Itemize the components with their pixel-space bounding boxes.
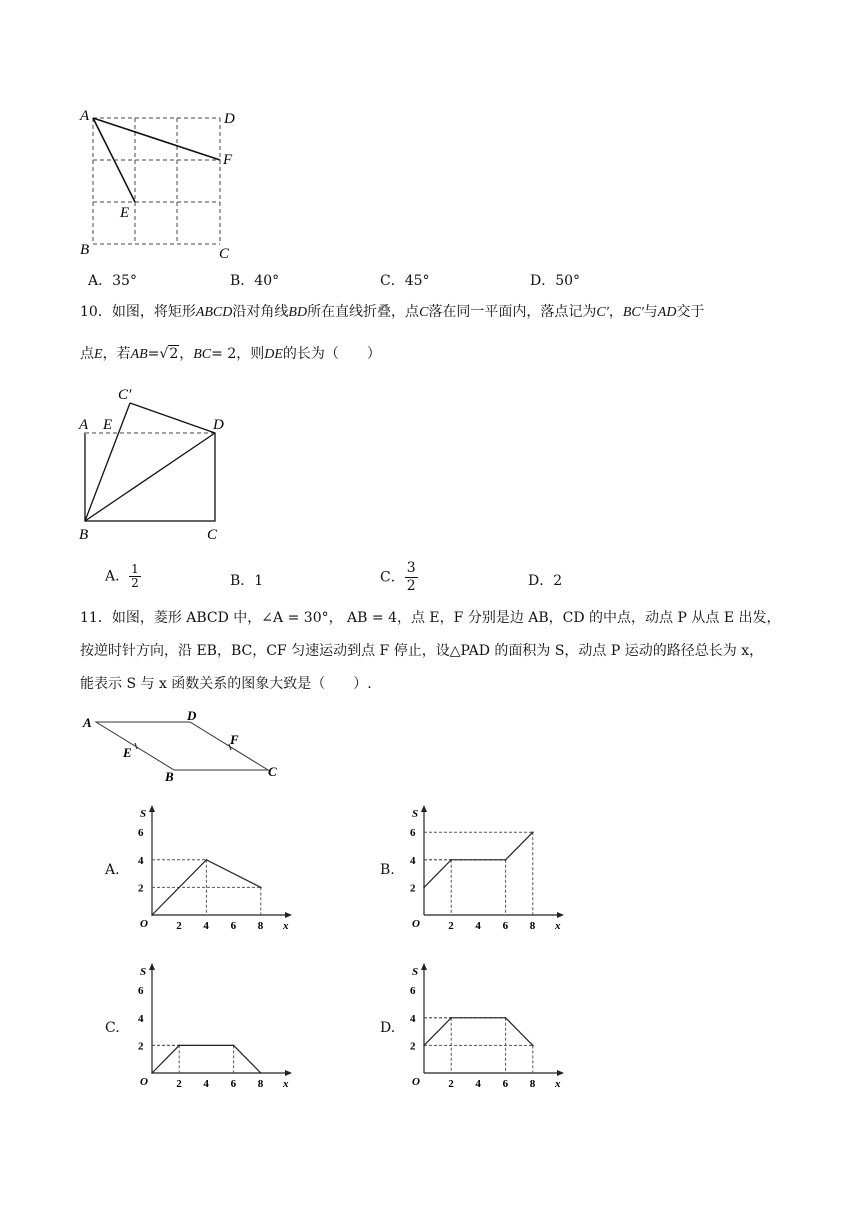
q11-option-c[interactable]: C.	[105, 1020, 120, 1036]
series-point	[423, 1045, 425, 1047]
option-key: B．	[230, 573, 255, 589]
label-d: D	[187, 708, 197, 723]
q10-figure	[75, 383, 245, 543]
series-point	[151, 1072, 153, 1074]
series-point	[505, 1017, 507, 1019]
graph-d	[402, 958, 572, 1093]
y-tick-label: 6	[138, 827, 144, 840]
series-line	[424, 1018, 533, 1046]
series-point	[450, 1017, 452, 1019]
label-e: E	[123, 745, 132, 760]
q11-option-d[interactable]: D.	[380, 1020, 396, 1036]
y-tick-label: 2	[410, 882, 416, 895]
q11-option-b[interactable]: B.	[380, 862, 395, 878]
y-axis-label: S	[140, 966, 147, 978]
y-axis-arrow	[421, 805, 427, 812]
series-point	[423, 887, 425, 889]
option-key: A．	[105, 568, 130, 585]
x-tick-label: 8	[529, 920, 536, 932]
x-tick-label: 4	[203, 1078, 209, 1090]
label-b: B	[165, 769, 174, 784]
origin-label: O	[140, 918, 148, 930]
option-text: 50°	[555, 273, 581, 289]
series-point	[151, 914, 153, 916]
option-key: A．	[88, 273, 113, 289]
y-axis-arrow	[149, 963, 155, 970]
q9-figure	[75, 102, 245, 262]
graph-a	[130, 800, 300, 935]
y-tick-label: 2	[410, 1040, 416, 1053]
fraction: $\frac{3}{2}$	[406, 560, 416, 594]
y-tick-label: 4	[410, 1012, 416, 1025]
q9-option-d[interactable]	[530, 270, 580, 290]
x-axis-label: x	[283, 920, 289, 932]
x-axis-arrow	[285, 1070, 292, 1076]
option-key: D．	[528, 573, 554, 589]
y-axis-label: S	[140, 808, 147, 820]
label-f: F	[230, 732, 239, 747]
origin-label: O	[412, 1076, 420, 1088]
x-tick-label: 2	[448, 920, 454, 932]
origin-label: O	[412, 918, 420, 930]
series-point	[260, 1072, 262, 1074]
q10-line2: 点E，若AB=√2，BC= 2，则DE的长为（ ）	[80, 346, 381, 362]
q10-option-c[interactable]	[380, 560, 418, 595]
label-c: C	[268, 764, 277, 779]
option-text: 1	[254, 573, 264, 589]
graph-c	[130, 958, 300, 1093]
label-c: C	[219, 246, 230, 262]
q9-option-b[interactable]	[230, 270, 279, 290]
option-text: 45°	[404, 273, 430, 289]
segment-c-prime-d	[130, 403, 215, 433]
x-tick-label: 6	[230, 1078, 237, 1090]
y-axis-arrow	[421, 963, 427, 970]
y-tick-label: 4	[138, 1012, 144, 1025]
option-key: D．	[530, 273, 556, 289]
label-f: F	[223, 152, 233, 168]
x-axis-arrow	[285, 912, 292, 918]
q10-line1: 10．如图，将矩形ABCD沿对角线BD所在直线折叠，点C落在同一平面内，落点记为C′，BC′与AD交于	[80, 304, 705, 320]
label-a: A	[80, 108, 90, 124]
x-tick-label: 8	[257, 920, 264, 932]
option-key: C．	[380, 273, 405, 289]
x-tick-label: 4	[203, 920, 209, 932]
fraction: $\frac{1}{2}$	[131, 562, 139, 590]
q11-option-a[interactable]: A.	[105, 862, 120, 878]
option-text: 40°	[254, 273, 280, 289]
label-d: D	[224, 111, 235, 127]
x-axis-arrow	[557, 912, 564, 918]
series-point	[532, 1045, 534, 1047]
q11-rhombus-figure	[80, 705, 290, 785]
q10-option-a[interactable]	[105, 563, 141, 590]
q10-option-b[interactable]	[230, 570, 263, 590]
x-tick-label: 6	[502, 1078, 509, 1090]
series-point	[450, 859, 452, 861]
q11-line1: 11．如图，菱形 ABCD 中，∠A = 30°， AB = 4，点 E，F 分别是边 AB，CD 的中点，动点 P 从点 E 出发，	[80, 610, 781, 626]
origin-label: O	[140, 1076, 148, 1088]
x-axis-label: x	[555, 1078, 561, 1090]
series-point	[532, 831, 534, 833]
series-point	[505, 859, 507, 861]
label-d: D	[213, 417, 224, 433]
label-b: B	[79, 527, 89, 543]
option-text: 35°	[112, 273, 137, 289]
label-e: E	[103, 417, 113, 433]
y-tick-label: 6	[410, 985, 416, 998]
y-axis-label: S	[412, 808, 419, 820]
y-axis-label: S	[412, 966, 419, 978]
y-axis-arrow	[149, 805, 155, 812]
option-key: C．	[380, 569, 405, 586]
x-tick-label: 4	[475, 920, 481, 932]
segment-af	[93, 118, 220, 160]
option-key: B．	[230, 273, 255, 289]
q9-option-a[interactable]	[88, 270, 137, 290]
x-tick-label: 4	[475, 1078, 481, 1090]
q11-line3: 能表示 S 与 x 函数关系的图象大致是（ ）.	[80, 676, 372, 692]
x-tick-label: 8	[257, 1078, 264, 1090]
series-point	[233, 1045, 235, 1047]
label-a: A	[79, 417, 89, 433]
y-tick-label: 6	[138, 985, 144, 998]
y-tick-label: 6	[410, 827, 416, 840]
x-tick-label: 6	[230, 920, 237, 932]
label-c-prime: C′	[118, 387, 132, 403]
x-tick-label: 2	[176, 920, 182, 932]
q10-option-d[interactable]	[528, 570, 562, 590]
q11-line2: 按逆时针方向，沿 EB，BC，CF 匀速运动到点 F 停止，设△PAD 的面积为 S，动点 P 运动的路径总长为 x，	[80, 643, 764, 659]
series-line	[152, 1045, 261, 1073]
x-axis-label: x	[555, 920, 561, 932]
series-point	[260, 887, 262, 889]
q9-option-c[interactable]	[380, 270, 430, 290]
label-e: E	[120, 205, 130, 221]
diagonal-bd	[85, 433, 215, 521]
series-point	[178, 1045, 180, 1047]
label-b: B	[80, 242, 90, 258]
y-tick-label: 2	[138, 882, 144, 895]
x-tick-label: 2	[448, 1078, 454, 1090]
x-tick-label: 6	[502, 920, 509, 932]
series-point	[206, 859, 208, 861]
graph-b	[402, 800, 572, 935]
label-a: A	[83, 715, 92, 730]
y-tick-label: 4	[410, 854, 416, 867]
y-tick-label: 4	[138, 854, 144, 867]
label-c: C	[207, 527, 218, 543]
option-text: 2	[553, 573, 563, 589]
x-tick-label: 8	[529, 1078, 536, 1090]
x-tick-label: 2	[176, 1078, 182, 1090]
x-axis-label: x	[283, 1078, 289, 1090]
y-tick-label: 2	[138, 1040, 144, 1053]
x-axis-arrow	[557, 1070, 564, 1076]
rhombus-abcd	[96, 722, 268, 770]
